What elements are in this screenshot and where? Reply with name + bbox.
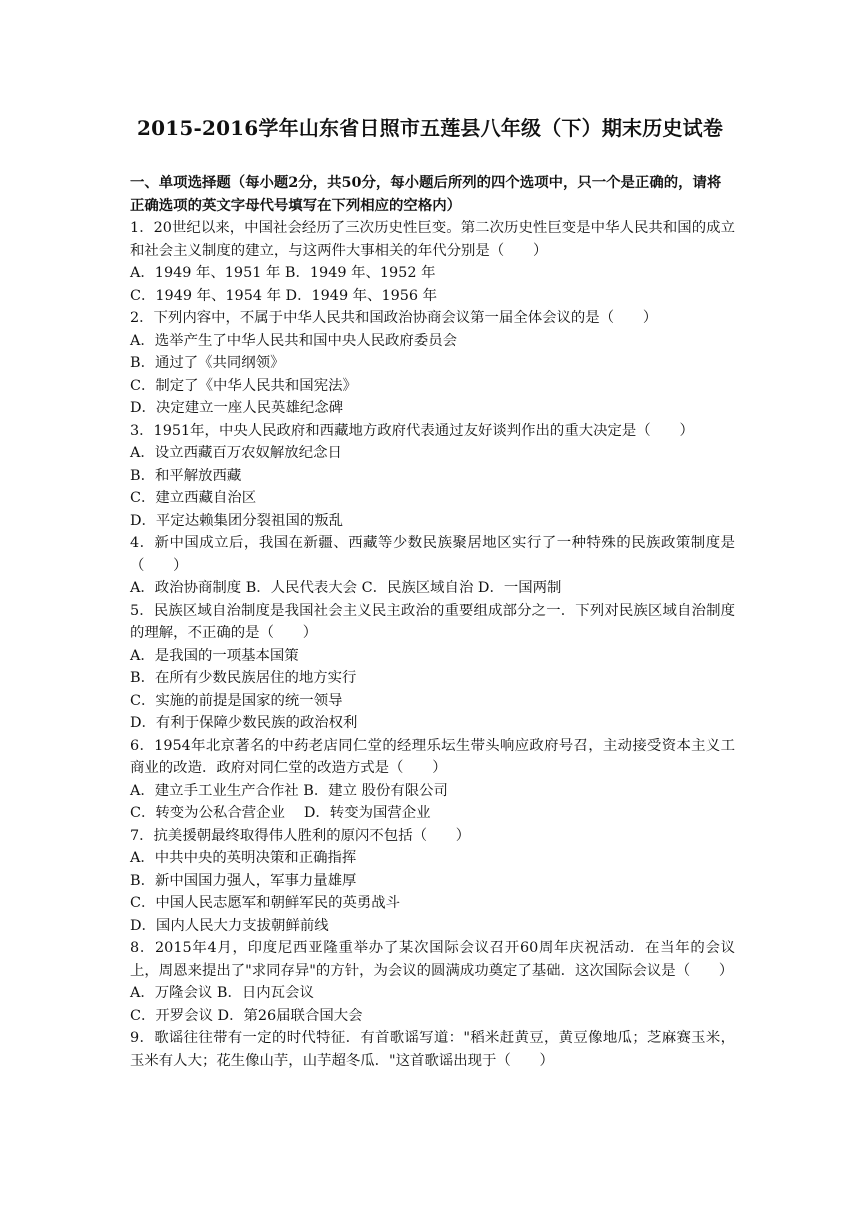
option-line: C．建立西藏自治区 [130,490,257,506]
option-line: A．万隆会议 B．日内瓦会议 [130,985,314,1001]
option-line: D．有利于保障少数民族的政治权利 [130,715,358,731]
exam-content [130,172,735,1072]
option-line: A．中共中央的英明决策和正确指挥 [130,850,357,866]
option-line: C．转变为公私合营企业 D．转变为国营企业 [130,805,431,821]
question-2 [130,307,735,420]
option-line: A．是我国的一项基本国策 [130,647,299,664]
option-line: C．实施的前提是国家的统一领导 [130,692,343,709]
section-heading: 一、单项选择题（每小题2分，共50分，每小题后所列的四个选项中，只一个是正确的，请将正确选项的英文字母代号填写在下列相应的空格内） [130,174,722,214]
question-4 [130,532,735,600]
option-line: A．政治协商制度 B．人民代表大会 C．民族区域自治 D．一国两制 [130,580,562,596]
question-stem: 3．1951年，中央人民政府和西藏地方政府代表通过友好谈判作出的重大决定是（ ） [130,422,694,439]
question-stem: 4．新中国成立后，我国在新疆、西藏等少数民族聚居地区实行了一种特殊的民族政策制度是（ ） [130,535,735,574]
option-line: B．通过了《共同纲领》 [130,355,285,371]
question-stem: 9．歌谣往往带有一定的时代特征．有首歌谣写道："稻米赶黄豆，黄豆像地瓜；芝麻赛玉米，玉米有人大；花生像山芋，山芋超冬瓜．"这首歌谣出现于（ ） [130,1030,735,1069]
question-7 [130,825,735,938]
question-8 [130,937,735,1027]
question-stem: 8．2015年4月，印度尼西亚隆重举办了某次国际会议召开60周年庆祝活动．在当年的会议上，周恩来提出了"求同存异"的方针，为会议的圆满成功奠定了基础．这次国际会议是（ ） [130,940,735,979]
question-9 [130,1027,735,1072]
option-line: C．中国人民志愿军和朝鲜军民的英勇战斗 [130,895,401,911]
option-line: D．平定达赖集团分裂祖国的叛乱 [130,512,344,529]
option-line: A．选举产生了中华人民共和国中央人民政府委员会 [130,332,457,349]
option-line: B．和平解放西藏 [130,467,242,484]
question-stem: 6．1954年北京著名的中药老店同仁堂的经理乐坛生带头响应政府号召，主动接受资本主义工商业的改造．政府对同仁堂的改造方式是（ ） [130,737,735,776]
question-3 [130,420,735,533]
option-line: D．国内人民大力支拔朝鲜前线 [130,917,329,934]
question-stem: 1．20世纪以来，中国社会经历了三次历史性巨变。第二次历史性巨变是中华人民共和国的成立和社会主义制度的建立，与这两件大事相关的年代分别是（ ） [130,220,735,259]
option-line: A．建立手工业生产合作社 B．建立 股份有限公司 [130,782,448,799]
question-stem: 2．下列内容中，不属于中华人民共和国政治协商会议第一届全体会议的是（ ） [130,310,658,326]
question-6 [130,735,735,825]
option-line: A．设立西藏百万农奴解放纪念日 [130,445,342,461]
question-1 [130,217,735,307]
option-line: C．制定了《中华人民共和国宪法》 [130,377,357,394]
question-stem: 7．抗美援朝最终取得伟人胜利的原闪不包括（ ） [130,827,471,844]
exam-title: 2015-2016学年山东省日照市五莲县八年级（下）期末历史试卷 [136,116,724,140]
option-line: C．1949 年、1954 年 D．1949 年、1956 年 [130,287,438,304]
option-line: B．新中国国力强人，军事力量雄厚 [130,872,357,889]
question-stem: 5．民族区域自治制度是我国社会主义民主政治的重要组成部分之一．下列对民族区域自治制度的理解，不正确的是（ ） [130,602,735,641]
option-line: A．1949 年、1951 年 B．1949 年、1952 年 [130,265,436,281]
option-line: B．在所有少数民族居住的地方实行 [130,670,357,686]
option-line: C．开罗会议 D．第26届联合国大会 [130,1007,363,1024]
question-5 [130,600,735,735]
option-line: D．决定建立一座人民英雄纪念碑 [130,400,344,416]
